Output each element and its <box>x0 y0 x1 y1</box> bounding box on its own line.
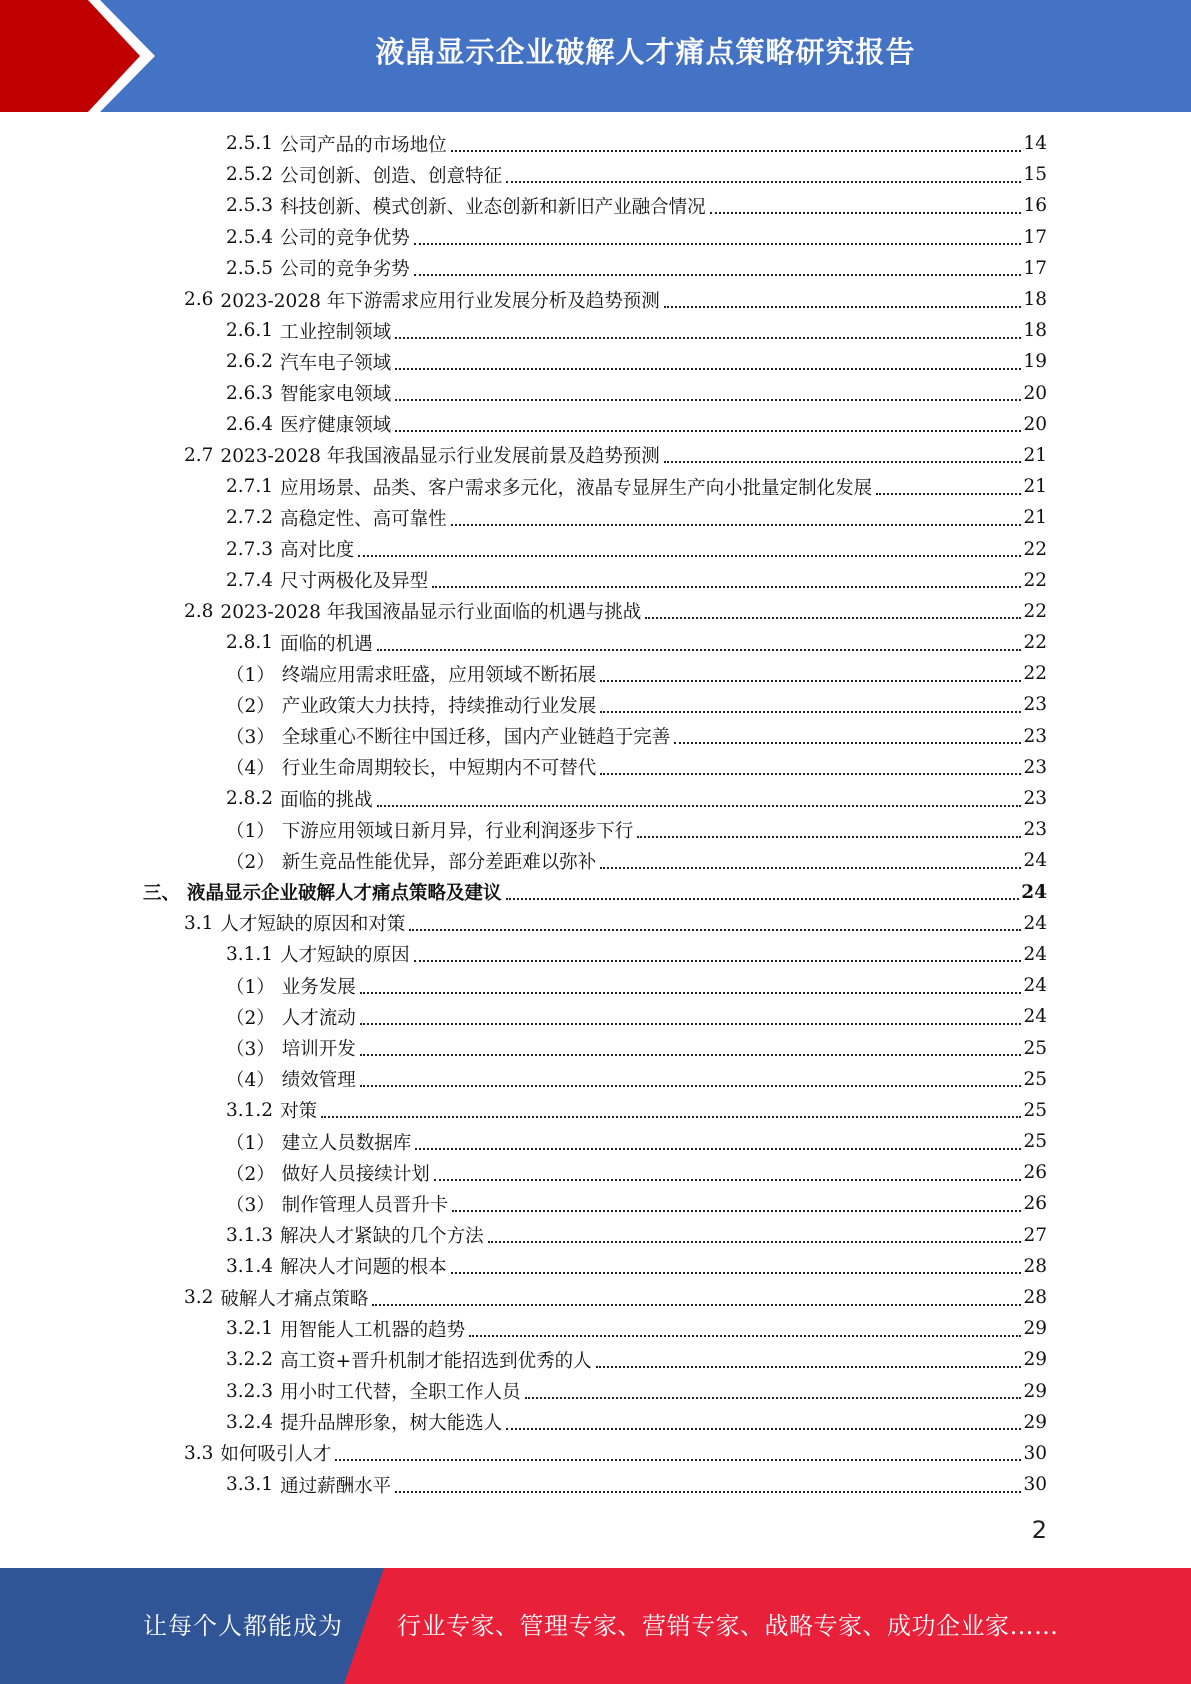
toc-entry[interactable] <box>0 565 1191 596</box>
toc-entry-title: 下游应用领域日新月异，行业利润逐步下行 <box>281 820 634 842</box>
toc-entry-title: 液晶显示企业破解人才痛点策略及建议 <box>187 883 502 905</box>
toc-entry[interactable] <box>0 1220 1191 1251</box>
toc-entry-page: 19 <box>1023 351 1047 373</box>
toc-entry[interactable] <box>0 814 1191 845</box>
toc-dot-leader <box>645 617 1021 619</box>
toc-entry-number: 2.5.1 <box>226 133 274 155</box>
toc-entry-title: 公司的竞争劣势 <box>280 259 410 281</box>
toc-entry[interactable] <box>0 284 1191 315</box>
header-banner <box>0 0 1191 112</box>
toc-entry-number: 2.7.4 <box>226 569 274 591</box>
toc-entry-page: 20 <box>1023 413 1047 435</box>
toc-entry-title: 尺寸两极化及异型 <box>280 571 429 593</box>
toc-entry-number: 2.8 <box>184 600 214 622</box>
toc-dot-leader <box>372 1304 1021 1306</box>
toc-entry-number: 2.5.4 <box>226 226 274 248</box>
toc-entry-title: 汽车电子领域 <box>280 352 392 374</box>
toc-dot-leader <box>432 586 1021 588</box>
red-arrow-icon <box>0 0 170 112</box>
toc-entry-number: 2.6.3 <box>226 382 274 404</box>
toc-entry[interactable] <box>0 877 1191 908</box>
toc-entry-page: 18 <box>1023 320 1047 342</box>
toc-entry-page: 29 <box>1023 1349 1047 1371</box>
toc-dot-leader <box>452 1210 1021 1212</box>
toc-entry[interactable] <box>0 783 1191 814</box>
toc-entry[interactable] <box>0 1064 1191 1095</box>
toc-entry-title: 人才流动 <box>281 1007 356 1029</box>
toc-entry-number: 2.6 <box>184 289 214 311</box>
toc-dot-leader <box>488 1241 1022 1243</box>
toc-entry-number: 3.2.1 <box>226 1318 274 1340</box>
toc-entry-page: 21 <box>1023 476 1047 498</box>
toc-entry-title: 2023-2028 年下游需求应用行业发展分析及趋势预测 <box>220 290 660 312</box>
toc-entry-page: 24 <box>1023 912 1047 934</box>
toc-entry[interactable] <box>0 1157 1191 1188</box>
toc-entry-number: （4） <box>226 1070 275 1092</box>
toc-dot-leader <box>395 337 1021 339</box>
toc-entry-page: 22 <box>1023 632 1047 654</box>
toc-entry[interactable] <box>0 1032 1191 1063</box>
toc-dot-leader <box>637 836 1021 838</box>
toc-dot-leader <box>360 1023 1022 1025</box>
toc-entry-page: 28 <box>1023 1287 1047 1309</box>
toc-entry-number: （2） <box>226 1163 275 1185</box>
toc-entry-page: 20 <box>1023 382 1047 404</box>
toc-entry-page: 16 <box>1023 195 1047 217</box>
toc-entry-title: 业务发展 <box>281 976 356 998</box>
toc-entry-title: 医疗健康领域 <box>280 415 392 437</box>
toc-entry-page: 23 <box>1023 694 1047 716</box>
toc-entry-page: 25 <box>1023 1037 1047 1059</box>
toc-entry-number: （1） <box>226 664 275 686</box>
toc-entry-page: 17 <box>1023 226 1047 248</box>
toc-entry-title: 用智能人工机器的趋势 <box>280 1319 466 1341</box>
toc-entry-number: 3.1 <box>184 912 214 934</box>
toc-entry-page: 14 <box>1023 133 1047 155</box>
toc-entry-page: 27 <box>1023 1224 1047 1246</box>
toc-entry-page: 29 <box>1023 1411 1047 1433</box>
toc-entry-number: 2.8.1 <box>226 632 274 654</box>
toc-entry-number: 2.5.5 <box>226 257 274 279</box>
toc-entry-number: 2.7 <box>184 444 214 466</box>
toc-entry-title: 产业政策大力扶持，持续推动行业发展 <box>281 695 597 717</box>
toc-dot-leader <box>414 274 1022 276</box>
toc-entry-number: （4） <box>226 758 275 780</box>
footer-slogan-right: 行业专家、管理专家、营销专家、战略专家、成功企业家…… <box>397 1612 1059 1640</box>
toc-dot-leader <box>451 150 1022 152</box>
toc-entry-title: 培训开发 <box>281 1039 356 1061</box>
toc-dot-leader <box>876 493 1021 495</box>
toc-entry-number: （1） <box>226 820 275 842</box>
toc-dot-leader <box>414 243 1022 245</box>
toc-entry-title: 2023-2028 年我国液晶显示行业面临的机遇与挑战 <box>220 602 642 624</box>
toc-entry-title: 制作管理人员晋升卡 <box>281 1194 449 1216</box>
toc-entry-title: 公司创新、创造、创意特征 <box>280 165 503 187</box>
toc-dot-leader <box>395 368 1021 370</box>
toc-entry[interactable] <box>0 752 1191 783</box>
toc-entry-number: 3.3.1 <box>226 1474 274 1496</box>
toc-dot-leader <box>360 1054 1022 1056</box>
toc-entry-title: 解决人才问题的根本 <box>280 1257 447 1279</box>
toc-entry[interactable] <box>0 1282 1191 1313</box>
toc-entry-page: 25 <box>1023 1131 1047 1153</box>
toc-entry-page: 29 <box>1023 1318 1047 1340</box>
toc-dot-leader <box>451 1272 1022 1274</box>
toc-entry-title: 公司产品的市场地位 <box>280 134 447 156</box>
toc-entry-title: 绩效管理 <box>281 1070 356 1092</box>
toc-dot-leader <box>414 960 1022 962</box>
footer-banner <box>0 1568 1191 1684</box>
toc-dot-leader <box>506 181 1021 183</box>
toc-entry-page: 24 <box>1023 943 1047 965</box>
toc-entry-page: 25 <box>1023 1068 1047 1090</box>
toc-entry-number: 2.5.3 <box>226 195 274 217</box>
toc-entry[interactable] <box>0 253 1191 284</box>
toc-entry-number: 3.1.3 <box>226 1224 274 1246</box>
toc-entry-page: 23 <box>1023 819 1047 841</box>
toc-entry[interactable] <box>0 471 1191 502</box>
toc-entry-page: 22 <box>1023 569 1047 591</box>
toc-entry-number: （3） <box>226 1039 275 1061</box>
toc-entry-number: （1） <box>226 1132 275 1154</box>
toc-entry-title: 建立人员数据库 <box>281 1132 412 1154</box>
toc-dot-leader <box>434 1179 1022 1181</box>
toc-entry-title: 新生竞品性能优异，部分差距难以弥补 <box>281 851 597 873</box>
toc-entry[interactable] <box>0 1313 1191 1344</box>
toc-entry[interactable] <box>0 627 1191 658</box>
toc-entry-number: （2） <box>226 695 275 717</box>
toc-entry-page: 26 <box>1023 1193 1047 1215</box>
toc-entry-page: 28 <box>1023 1255 1047 1277</box>
toc-dot-leader <box>409 929 1021 931</box>
toc-entry-page: 22 <box>1023 663 1047 685</box>
toc-entry-title: 公司的竞争优势 <box>280 228 410 250</box>
toc-entry-title: 科技创新、模式创新、业态创新和新旧产业融合情况 <box>280 196 706 218</box>
toc-entry[interactable] <box>0 409 1191 440</box>
toc-dot-leader <box>596 1366 1022 1368</box>
toc-entry-page: 23 <box>1023 788 1047 810</box>
toc-entry-number: 3.2.2 <box>226 1349 274 1371</box>
toc-entry-page: 25 <box>1023 1099 1047 1121</box>
toc-entry-number: 三、 <box>143 883 181 905</box>
toc-entry-page: 24 <box>1023 850 1047 872</box>
toc-entry-number: 3.2.4 <box>226 1411 274 1433</box>
toc-entry[interactable] <box>0 596 1191 627</box>
toc-entry-title: 高工资+晋升机制才能招选到优秀的人 <box>280 1350 592 1372</box>
toc-entry-number: 2.7.3 <box>226 538 274 560</box>
toc-entry[interactable] <box>0 1001 1191 1032</box>
toc-dot-leader <box>506 1428 1021 1430</box>
toc-entry-number: （2） <box>226 851 275 873</box>
toc-dot-leader <box>525 1397 1022 1399</box>
table-of-contents <box>0 128 1191 1500</box>
toc-entry-title: 人才短缺的原因 <box>280 945 410 967</box>
toc-dot-leader <box>674 742 1021 744</box>
toc-entry-number: 3.2.3 <box>226 1380 274 1402</box>
toc-entry-page: 17 <box>1023 257 1047 279</box>
toc-entry-number: 2.6.1 <box>226 320 274 342</box>
toc-dot-leader <box>360 1085 1022 1087</box>
toc-entry[interactable] <box>0 1407 1191 1438</box>
toc-entry-page: 24 <box>1023 1006 1047 1028</box>
toc-entry-number: 3.3 <box>184 1442 214 1464</box>
toc-entry-page: 22 <box>1023 600 1047 622</box>
toc-entry-number: 2.7.1 <box>226 476 274 498</box>
toc-entry[interactable] <box>0 190 1191 221</box>
toc-entry[interactable] <box>0 222 1191 253</box>
toc-entry-page: 23 <box>1023 756 1047 778</box>
toc-dot-leader <box>377 805 1022 807</box>
toc-entry-page: 30 <box>1023 1474 1047 1496</box>
toc-entry-title: 人才短缺的原因和对策 <box>220 914 406 936</box>
toc-entry-title: 工业控制领域 <box>280 321 392 343</box>
toc-entry-page: 21 <box>1023 444 1047 466</box>
toc-entry-title: 解决人才紧缺的几个方法 <box>280 1226 484 1248</box>
toc-dot-leader <box>664 461 1022 463</box>
toc-entry-title: 如何吸引人才 <box>220 1444 332 1466</box>
toc-entry[interactable] <box>0 845 1191 876</box>
toc-dot-leader <box>451 524 1022 526</box>
toc-entry-title: 全球重心不断往中国迁移，国内产业链趋于完善 <box>281 727 671 749</box>
toc-dot-leader <box>377 649 1022 651</box>
toc-entry-number: （1） <box>226 976 275 998</box>
toc-entry-page: 18 <box>1023 289 1047 311</box>
toc-entry-title: 行业生命周期较长，中短期内不可替代 <box>281 758 597 780</box>
toc-entry-title: 通过薪酬水平 <box>280 1475 392 1497</box>
toc-dot-leader <box>395 1491 1021 1493</box>
toc-entry-title: 对策 <box>280 1101 318 1123</box>
toc-entry[interactable] <box>0 502 1191 533</box>
toc-entry-number: 3.1.1 <box>226 943 274 965</box>
toc-entry[interactable] <box>0 440 1191 471</box>
document-title: 液晶显示企业破解人才痛点策略研究报告 <box>375 35 916 69</box>
toc-entry-page: 24 <box>1023 975 1047 997</box>
footer-slogan-left: 让每个人都能成为 <box>143 1612 343 1640</box>
toc-dot-leader <box>360 992 1022 994</box>
toc-dot-leader <box>600 711 1021 713</box>
toc-dot-leader <box>395 430 1021 432</box>
toc-entry-title: 破解人才痛点策略 <box>220 1288 369 1310</box>
toc-dot-leader <box>335 1459 1021 1461</box>
toc-dot-leader <box>395 399 1021 401</box>
toc-dot-leader <box>358 555 1021 557</box>
toc-entry[interactable] <box>0 908 1191 939</box>
toc-entry-page: 29 <box>1023 1380 1047 1402</box>
toc-entry-number: 2.6.4 <box>226 413 274 435</box>
toc-entry-page: 22 <box>1023 538 1047 560</box>
toc-entry-number: 3.2 <box>184 1287 214 1309</box>
toc-entry-title: 2023-2028 年我国液晶显示行业发展前景及趋势预测 <box>220 446 660 468</box>
toc-entry[interactable] <box>0 1126 1191 1157</box>
toc-entry-title: 提升品牌形象，树大能选人 <box>280 1413 503 1435</box>
toc-entry-number: 2.7.2 <box>226 507 274 529</box>
toc-entry[interactable] <box>0 1095 1191 1126</box>
toc-entry-page: 23 <box>1023 725 1047 747</box>
toc-dot-leader <box>506 898 1020 900</box>
toc-dot-leader <box>664 306 1022 308</box>
toc-entry-title: 用小时工代替，全职工作人员 <box>280 1382 521 1404</box>
toc-dot-leader <box>710 212 1022 214</box>
toc-dot-leader <box>600 773 1021 775</box>
toc-entry[interactable] <box>0 1188 1191 1219</box>
toc-entry[interactable] <box>0 533 1191 564</box>
toc-entry[interactable] <box>0 128 1191 159</box>
toc-entry-page: 26 <box>1023 1162 1047 1184</box>
toc-entry-page: 21 <box>1023 507 1047 529</box>
toc-dot-leader <box>321 1116 1021 1118</box>
toc-entry-number: 3.1.4 <box>226 1255 274 1277</box>
toc-dot-leader <box>469 1335 1021 1337</box>
toc-entry[interactable] <box>0 1438 1191 1469</box>
toc-entry[interactable] <box>0 159 1191 190</box>
toc-entry[interactable] <box>0 1344 1191 1375</box>
toc-dot-leader <box>600 680 1021 682</box>
toc-entry[interactable] <box>0 1251 1191 1282</box>
toc-entry[interactable] <box>0 970 1191 1001</box>
toc-entry[interactable] <box>0 689 1191 720</box>
toc-entry[interactable] <box>0 315 1191 346</box>
toc-entry-title: 做好人员接续计划 <box>281 1163 430 1185</box>
toc-entry-title: 高稳定性、高可靠性 <box>280 508 447 530</box>
toc-entry-title: 智能家电领域 <box>280 384 392 406</box>
toc-entry-title: 高对比度 <box>280 540 355 562</box>
toc-entry-number: 3.1.2 <box>226 1099 274 1121</box>
toc-entry-page: 30 <box>1023 1442 1047 1464</box>
toc-entry[interactable] <box>0 939 1191 970</box>
toc-entry[interactable] <box>0 378 1191 409</box>
toc-entry[interactable] <box>0 1376 1191 1407</box>
toc-entry-title: 面临的挑战 <box>280 789 373 811</box>
toc-entry-number: 2.8.2 <box>226 788 274 810</box>
toc-entry-number: （3） <box>226 1194 275 1216</box>
toc-entry[interactable] <box>0 1469 1191 1500</box>
toc-entry-title: 应用场景、品类、客户需求多元化，液晶专显屏生产向小批量定制化发展 <box>280 477 873 499</box>
toc-entry-title: 面临的机遇 <box>280 633 373 655</box>
toc-entry-number: （3） <box>226 727 275 749</box>
toc-entry-number: 2.5.2 <box>226 164 274 186</box>
toc-entry-title: 终端应用需求旺盛，应用领域不断拓展 <box>281 664 597 686</box>
toc-dot-leader <box>415 1148 1021 1150</box>
toc-entry[interactable] <box>0 721 1191 752</box>
toc-entry-page: 15 <box>1023 164 1047 186</box>
page-number: 2 <box>1031 1516 1047 1544</box>
toc-entry[interactable] <box>0 346 1191 377</box>
toc-dot-leader <box>600 867 1021 869</box>
toc-entry-number: 2.6.2 <box>226 351 274 373</box>
toc-entry-page: 24 <box>1021 881 1047 903</box>
toc-entry[interactable] <box>0 658 1191 689</box>
toc-entry-number: （2） <box>226 1007 275 1029</box>
